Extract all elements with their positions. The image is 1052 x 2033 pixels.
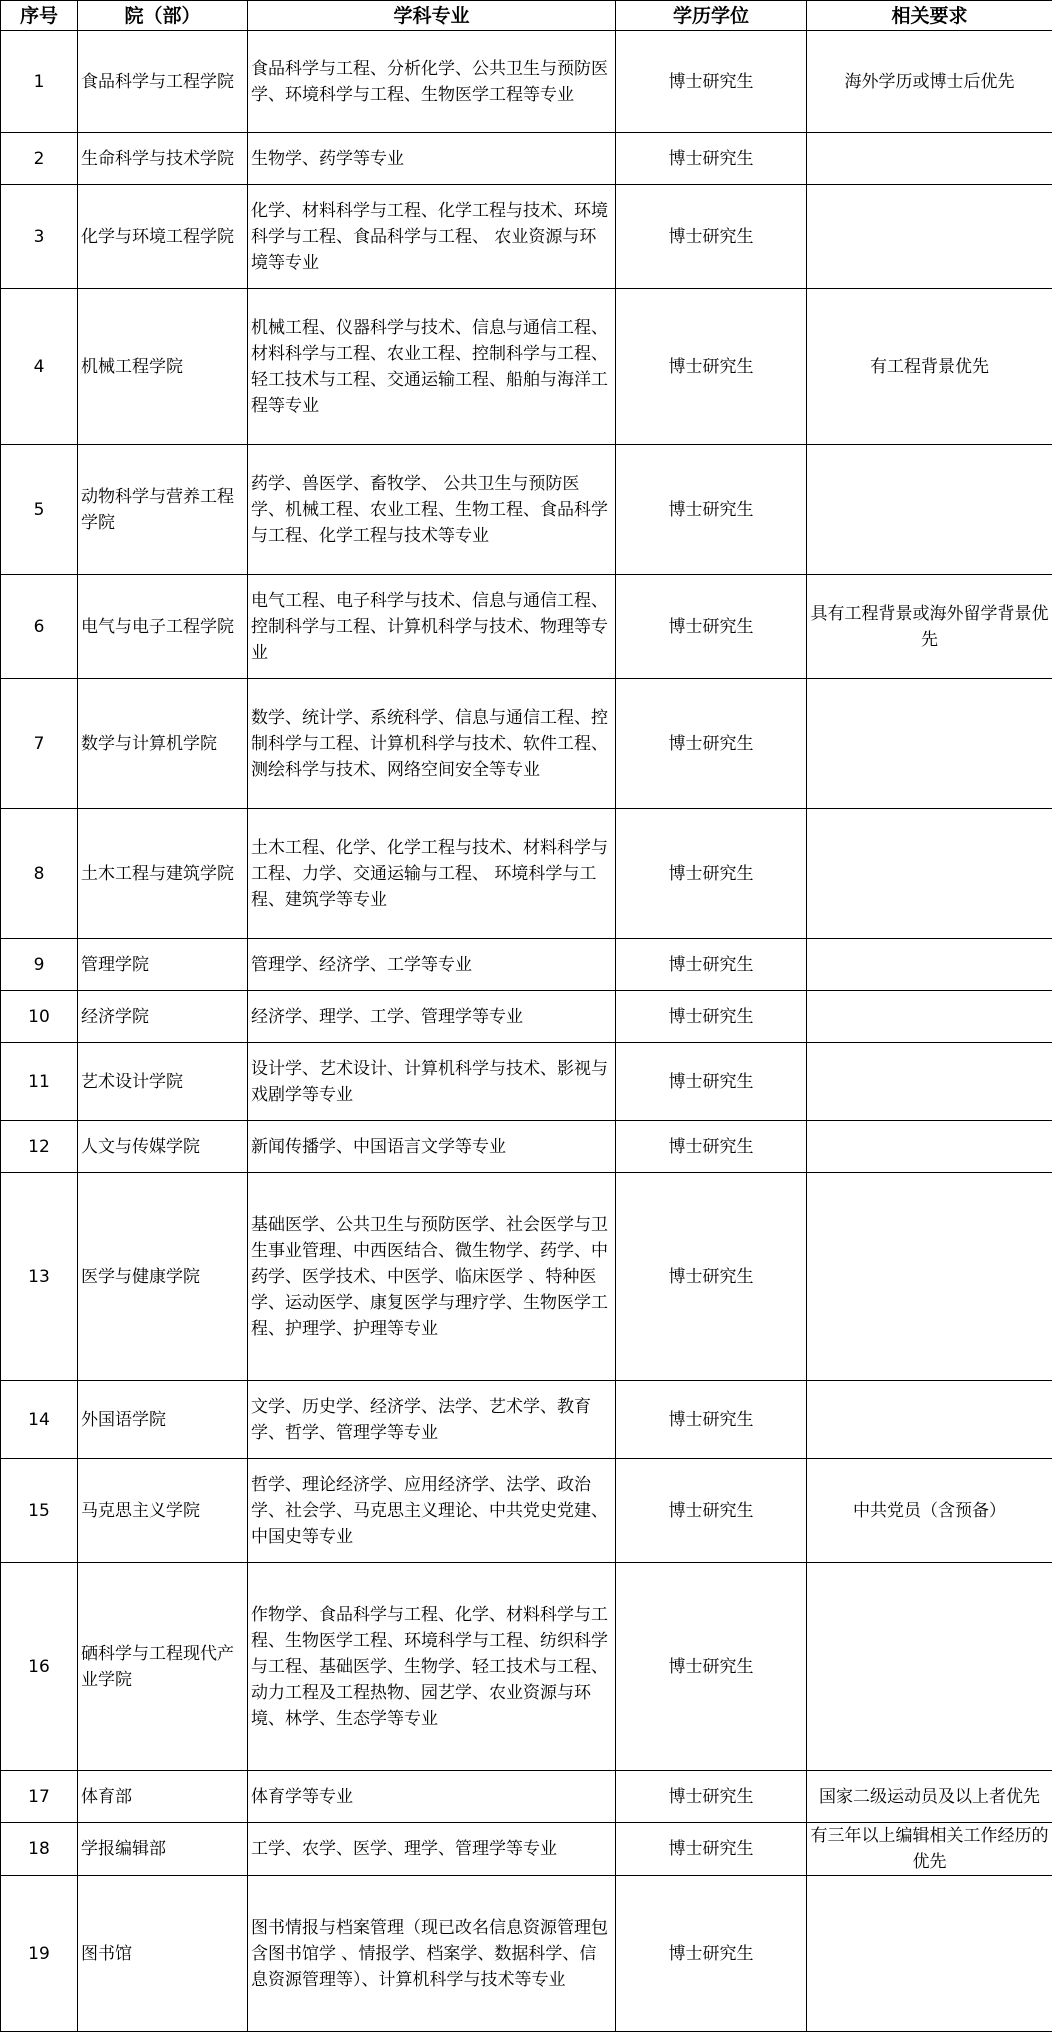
row-no: 4 [1, 289, 78, 445]
row-no: 17 [1, 1771, 78, 1823]
row-degree: 博士研究生 [616, 809, 807, 939]
table-row [1, 939, 1052, 991]
row-dept: 管理学院 [78, 939, 248, 991]
row-major: 体育学等专业 [248, 1771, 616, 1823]
table-row [1, 1043, 1052, 1121]
row-req [807, 185, 1052, 289]
row-dept: 马克思主义学院 [78, 1459, 248, 1563]
row-dept: 图书馆 [78, 1876, 248, 2032]
table-row [1, 1459, 1052, 1563]
row-major: 机械工程、仪器科学与技术、信息与通信工程、材料科学与工程、农业工程、控制科学与工程、轻工技术与工程、交通运输工程、船舶与海洋工程等专业 [248, 289, 616, 445]
row-degree: 博士研究生 [616, 991, 807, 1043]
row-dept: 食品科学与工程学院 [78, 31, 248, 133]
row-no: 16 [1, 1563, 78, 1771]
row-dept: 体育部 [78, 1771, 248, 1823]
row-major: 经济学、理学、工学、管理学等专业 [248, 991, 616, 1043]
row-degree: 博士研究生 [616, 1563, 807, 1771]
row-no: 2 [1, 133, 78, 185]
table-row [1, 1121, 1052, 1173]
row-no: 18 [1, 1823, 78, 1876]
row-req: 有三年以上编辑相关工作经历的优先 [807, 1823, 1052, 1876]
table-row [1, 289, 1052, 445]
row-no: 7 [1, 679, 78, 809]
row-major: 哲学、理论经济学、应用经济学、法学、政治学、社会学、马克思主义理论、中共党史党建、中国史等专业 [248, 1459, 616, 1563]
row-req [807, 809, 1052, 939]
table-row [1, 679, 1052, 809]
row-no: 14 [1, 1381, 78, 1459]
row-req: 有工程背景优先 [807, 289, 1052, 445]
row-req [807, 679, 1052, 809]
row-major: 电气工程、电子科学与技术、信息与通信工程、控制科学与工程、计算机科学与技术、物理等专业 [248, 575, 616, 679]
row-no: 13 [1, 1173, 78, 1381]
table-row [1, 1771, 1052, 1823]
table-row [1, 575, 1052, 679]
header-row [1, 1, 1052, 31]
row-major: 设计学、艺术设计、计算机科学与技术、影视与戏剧学等专业 [248, 1043, 616, 1121]
row-dept: 经济学院 [78, 991, 248, 1043]
row-degree: 博士研究生 [616, 939, 807, 991]
row-req: 中共党员（含预备） [807, 1459, 1052, 1563]
row-degree: 博士研究生 [616, 575, 807, 679]
row-dept: 数学与计算机学院 [78, 679, 248, 809]
table-row [1, 1381, 1052, 1459]
row-no: 8 [1, 809, 78, 939]
row-req [807, 445, 1052, 575]
row-no: 6 [1, 575, 78, 679]
table-row [1, 31, 1052, 133]
row-degree: 博士研究生 [616, 1173, 807, 1381]
row-req: 具有工程背景或海外留学背景优先 [807, 575, 1052, 679]
row-major: 文学、历史学、经济学、法学、艺术学、教育学、哲学、管理学等专业 [248, 1381, 616, 1459]
row-req [807, 1173, 1052, 1381]
row-no: 5 [1, 445, 78, 575]
row-req [807, 1876, 1052, 2032]
row-req [807, 1121, 1052, 1173]
row-req [807, 991, 1052, 1043]
row-major: 食品科学与工程、分析化学、公共卫生与预防医学、环境科学与工程、生物医学工程等专业 [248, 31, 616, 133]
row-degree: 博士研究生 [616, 133, 807, 185]
row-degree: 博士研究生 [616, 1459, 807, 1563]
row-major: 管理学、经济学、工学等专业 [248, 939, 616, 991]
table-row [1, 1173, 1052, 1381]
row-dept: 硒科学与工程现代产业学院 [78, 1563, 248, 1771]
table-row [1, 1563, 1052, 1771]
table-row [1, 809, 1052, 939]
row-degree: 博士研究生 [616, 185, 807, 289]
row-dept: 化学与环境工程学院 [78, 185, 248, 289]
row-degree: 博士研究生 [616, 289, 807, 445]
row-major: 土木工程、化学、化学工程与技术、材料科学与工程、力学、交通运输与工程、 环境科学与工程、建筑学等专业 [248, 809, 616, 939]
table-row [1, 185, 1052, 289]
row-dept: 动物科学与营养工程学院 [78, 445, 248, 575]
row-req [807, 1381, 1052, 1459]
header-major: 学科专业 [248, 1, 616, 31]
row-major: 药学、兽医学、畜牧学、 公共卫生与预防医学、机械工程、农业工程、生物工程、食品科学与工程、化学工程与技术等专业 [248, 445, 616, 575]
row-no: 3 [1, 185, 78, 289]
row-dept: 电气与电子工程学院 [78, 575, 248, 679]
row-degree: 博士研究生 [616, 1876, 807, 2032]
row-req [807, 1043, 1052, 1121]
row-dept: 医学与健康学院 [78, 1173, 248, 1381]
row-no: 9 [1, 939, 78, 991]
table-row [1, 991, 1052, 1043]
row-no: 19 [1, 1876, 78, 2032]
row-degree: 博士研究生 [616, 1771, 807, 1823]
row-req: 海外学历或博士后优先 [807, 31, 1052, 133]
row-dept: 机械工程学院 [78, 289, 248, 445]
row-req: 国家二级运动员及以上者优先 [807, 1771, 1052, 1823]
row-dept: 人文与传媒学院 [78, 1121, 248, 1173]
row-major: 作物学、食品科学与工程、化学、材料科学与工程、生物医学工程、环境科学与工程、纺织科学与工程、基础医学、生物学、轻工技术与工程、动力工程及工程热物、园艺学、农业资源与环境、林学、生态学等专业 [248, 1563, 616, 1771]
row-dept: 学报编辑部 [78, 1823, 248, 1876]
row-major: 工学、农学、医学、理学、管理学等专业 [248, 1823, 616, 1876]
row-major: 化学、材料科学与工程、化学工程与技术、环境科学与工程、食品科学与工程、 农业资源与环境等专业 [248, 185, 616, 289]
row-major: 基础医学、公共卫生与预防医学、社会医学与卫生事业管理、中西医结合、微生物学、药学、中药学、医学技术、中医学、临床医学 、特种医学、运动医学、康复医学与理疗学、生物医学工程、护理学、护理等专业 [248, 1173, 616, 1381]
row-req [807, 939, 1052, 991]
row-degree: 博士研究生 [616, 1043, 807, 1121]
row-major: 数学、统计学、系统科学、信息与通信工程、控制科学与工程、计算机科学与技术、软件工程、测绘科学与技术、网络空间安全等专业 [248, 679, 616, 809]
row-major: 生物学、药学等专业 [248, 133, 616, 185]
row-no: 10 [1, 991, 78, 1043]
row-no: 12 [1, 1121, 78, 1173]
row-major: 新闻传播学、中国语言文学等专业 [248, 1121, 616, 1173]
header-req: 相关要求 [807, 1, 1052, 31]
header-degree: 学历学位 [616, 1, 807, 31]
table-row [1, 1876, 1052, 2032]
row-degree: 博士研究生 [616, 1381, 807, 1459]
table-row [1, 1823, 1052, 1876]
row-req [807, 1563, 1052, 1771]
row-major: 图书情报与档案管理（现已改名信息资源管理包含图书馆学 、情报学、档案学、数据科学、信息资源管理等）、计算机科学与技术等专业 [248, 1876, 616, 2032]
table-row [1, 445, 1052, 575]
row-dept: 土木工程与建筑学院 [78, 809, 248, 939]
row-dept: 生命科学与技术学院 [78, 133, 248, 185]
row-degree: 博士研究生 [616, 445, 807, 575]
row-degree: 博士研究生 [616, 679, 807, 809]
row-degree: 博士研究生 [616, 31, 807, 133]
table-row [1, 133, 1052, 185]
row-degree: 博士研究生 [616, 1823, 807, 1876]
header-no: 序号 [1, 1, 78, 31]
row-req [807, 133, 1052, 185]
row-dept: 艺术设计学院 [78, 1043, 248, 1121]
row-no: 15 [1, 1459, 78, 1563]
row-no: 11 [1, 1043, 78, 1121]
header-dept: 院（部） [78, 1, 248, 31]
row-dept: 外国语学院 [78, 1381, 248, 1459]
row-no: 1 [1, 31, 78, 133]
row-degree: 博士研究生 [616, 1121, 807, 1173]
